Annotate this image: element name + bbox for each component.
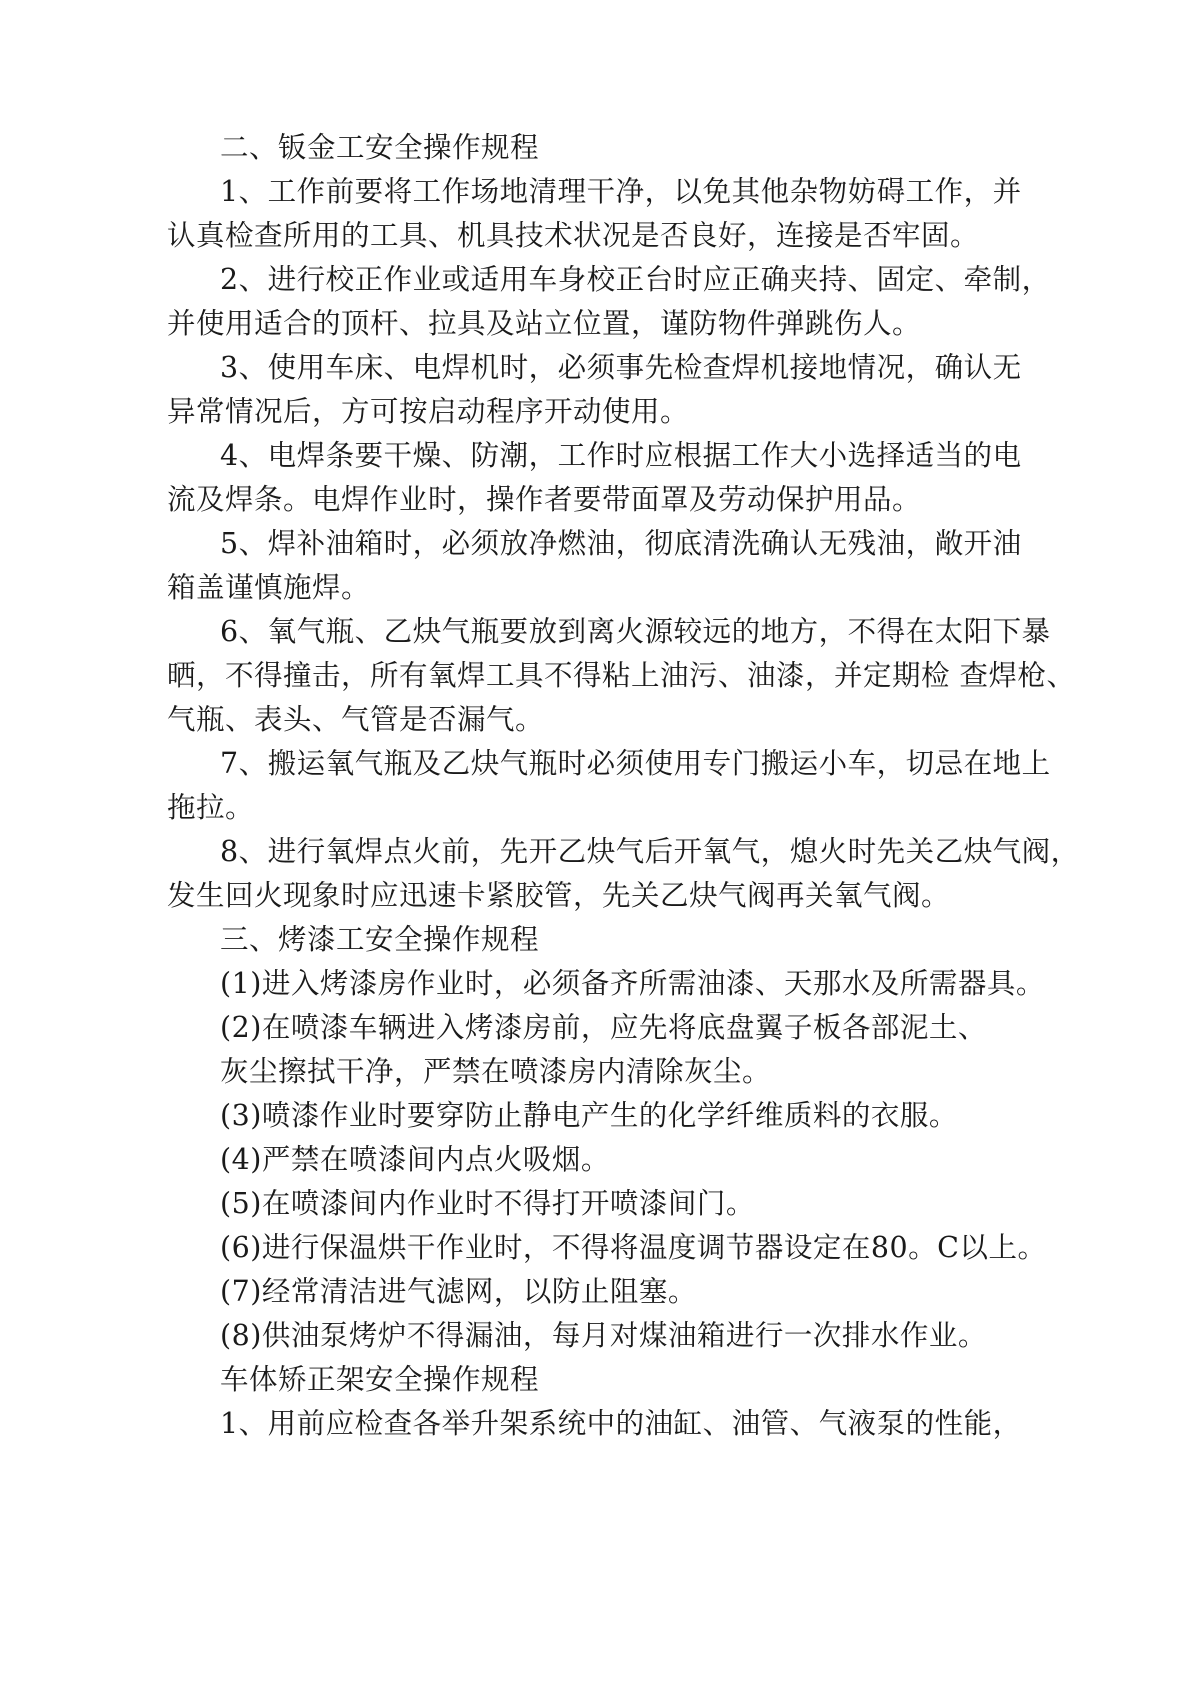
section-heading-frame-straightener: 车体矫正架安全操作规程 [220,1363,540,1396]
paragraph-line: 4、电焊条要干燥、防潮，工作时应根据工作大小选择适当的电 [220,439,1022,472]
paragraph-line: 并使用适合的顶杆、拉具及站立位置，谨防物件弹跳伤人。 [167,307,922,340]
section-heading-sheet-metal: 二、钣金工安全操作规程 [220,131,540,164]
paragraph-line: 7、搬运氧气瓶及乙炔气瓶时必须使用专门搬运小车，切忌在地上 [220,747,1051,780]
paragraph-line: (4)严禁在喷漆间内点火吸烟。 [220,1143,610,1176]
paragraph-line: 灰尘擦拭干净，严禁在喷漆房内清除灰尘。 [220,1055,772,1088]
paragraph-line: 认真检查所用的工具、机具技术状况是否良好，连接是否牢固。 [167,219,980,252]
paragraph-line: 1、用前应检查各举升架系统中的油缸、油管、气液泵的性能， [220,1407,1022,1440]
paragraph-line: 异常情况后，方可按启动程序开动使用。 [167,395,690,428]
paragraph-line: 6、氧气瓶、乙炔气瓶要放到离火源较远的地方，不得在太阳下暴 [220,615,1051,648]
paragraph-line: 1、工作前要将工作场地清理干净，以免其他杂物妨碍工作，并 [220,175,1022,208]
paragraph-line: 5、焊补油箱时，必须放净燃油，彻底清洗确认无残油，敞开油 [220,527,1022,560]
paragraph-line: 箱盖谨慎施焊。 [167,571,371,604]
paragraph-line: (8)供油泵烤炉不得漏油，每月对煤油箱进行一次排水作业。 [220,1319,987,1352]
paragraph-line: 流及焊条。电焊作业时，操作者要带面罩及劳动保护用品。 [167,483,922,516]
paragraph-line: 2、进行校正作业或适用车身校正台时应正确夹持、固定、牵制， [220,263,1051,296]
paragraph-line: (2)在喷漆车辆进入烤漆房前，应先将底盘翼子板各部泥土、 [220,1011,987,1044]
paragraph-line: 3、使用车床、电焊机时，必须事先检查焊机接地情况，确认无 [220,351,1022,384]
paragraph-line: 发生回火现象时应迅速卡紧胶管，先关乙炔气阀再关氧气阀。 [167,879,951,912]
paragraph-line: (7)经常清洁进气滤网，以防止阻塞。 [220,1275,697,1308]
paragraph-line: (5)在喷漆间内作业时不得打开喷漆间门。 [220,1187,755,1220]
paragraph-line: 晒，不得撞击，所有氧焊工具不得粘上油污、油漆，并定期检 查焊枪、 [167,659,1076,692]
paragraph-line: (1)进入烤漆房作业时，必须备齐所需油漆、天那水及所需器具。 [220,967,1045,1000]
paragraph-line: (6)进行保温烘干作业时，不得将温度调节器设定在80。C以上。 [220,1231,1047,1264]
paragraph-line: (3)喷漆作业时要穿防止静电产生的化学纤维质料的衣服。 [220,1099,958,1132]
section-heading-paint-booth: 三、烤漆工安全操作规程 [220,923,540,956]
paragraph-line: 拖拉。 [167,791,255,824]
paragraph-line: 8、进行氧焊点火前，先开乙炔气后开氧气，熄火时先关乙炔气阀， [220,835,1080,868]
paragraph-line: 气瓶、表头、气管是否漏气。 [167,703,545,736]
